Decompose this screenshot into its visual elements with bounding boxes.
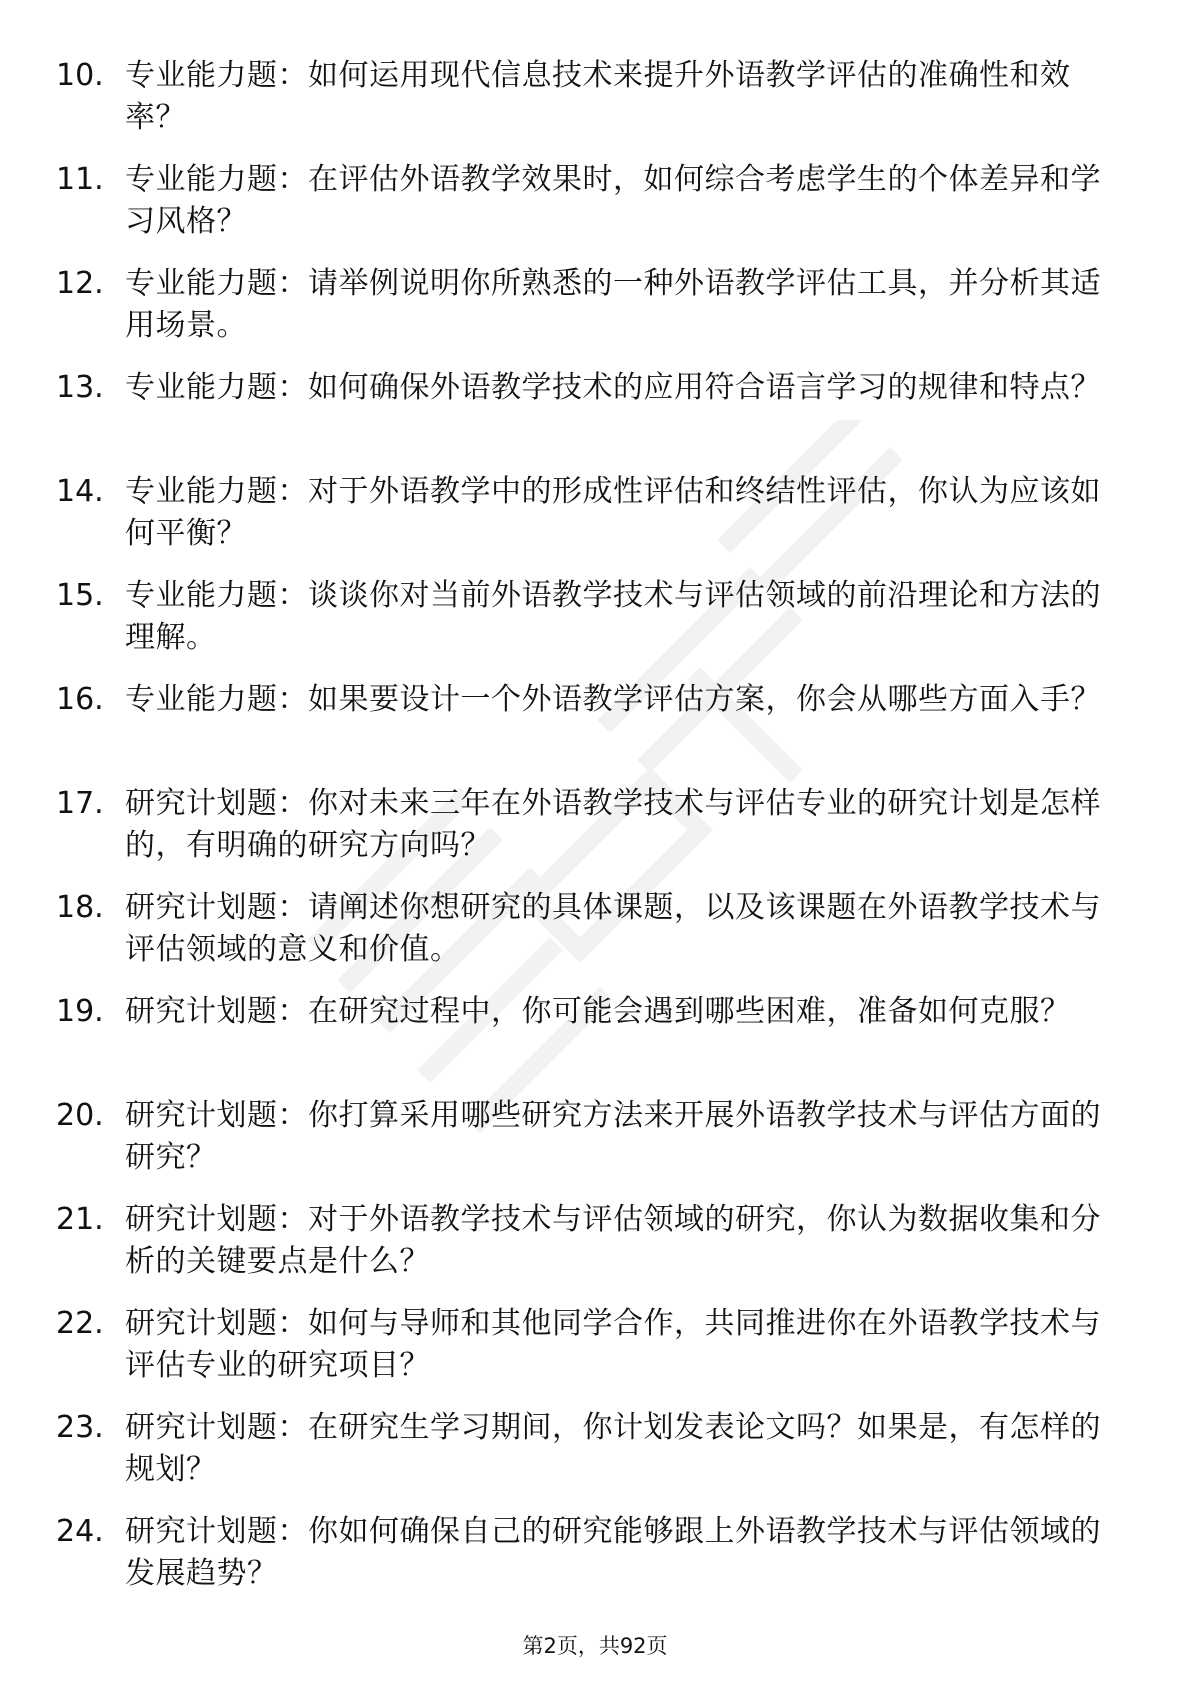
list-item	[0, 575, 1190, 679]
question-text: 研究计划题：你对未来三年在外语教学技术与评估专业的研究计划是怎样的，有明确的研究方向吗？	[125, 786, 1101, 863]
question-list	[0, 55, 1190, 1615]
question-number: 10.	[56, 58, 104, 93]
list-item	[0, 471, 1190, 575]
question-text: 专业能力题：在评估外语教学效果时，如何综合考虑学生的个体差异和学习风格？	[125, 162, 1101, 239]
question-number: 13.	[56, 370, 104, 405]
question-number: 15.	[56, 578, 104, 613]
list-item	[0, 159, 1190, 263]
list-item	[0, 1511, 1190, 1615]
question-text: 专业能力题：如果要设计一个外语教学评估方案，你会从哪些方面入手？	[125, 682, 1101, 717]
question-number: 21.	[56, 1202, 104, 1237]
list-item	[0, 367, 1190, 471]
question-number: 14.	[56, 474, 104, 509]
list-item	[0, 1407, 1190, 1511]
question-text: 研究计划题：在研究过程中，你可能会遇到哪些困难，准备如何克服？	[125, 994, 1071, 1029]
question-number: 11.	[56, 162, 104, 197]
question-number: 22.	[56, 1306, 104, 1341]
question-text: 研究计划题：在研究生学习期间，你计划发表论文吗？如果是，有怎样的规划？	[125, 1410, 1101, 1487]
question-number: 23.	[56, 1410, 104, 1445]
question-number: 24.	[56, 1514, 104, 1549]
question-text: 研究计划题：如何与导师和其他同学合作，共同推进你在外语教学技术与评估专业的研究项目？	[125, 1306, 1101, 1383]
question-number: 18.	[56, 890, 104, 925]
question-text: 专业能力题：如何运用现代信息技术来提升外语教学评估的准确性和效率？	[125, 58, 1071, 135]
list-item	[0, 783, 1190, 887]
list-item	[0, 887, 1190, 991]
question-text: 研究计划题：你打算采用哪些研究方法来开展外语教学技术与评估方面的研究？	[125, 1098, 1101, 1175]
question-number: 19.	[56, 994, 104, 1029]
page-number-label: 第2页，共92页	[522, 1634, 668, 1658]
question-number: 12.	[56, 266, 104, 301]
question-text: 专业能力题：如何确保外语教学技术的应用符合语言学习的规律和特点？	[125, 370, 1101, 405]
question-text: 研究计划题：对于外语教学技术与评估领域的研究，你认为数据收集和分析的关键要点是什么？	[125, 1202, 1101, 1279]
question-text: 专业能力题：请举例说明你所熟悉的一种外语教学评估工具，并分析其适用场景。	[125, 266, 1101, 343]
question-text: 研究计划题：你如何确保自己的研究能够跟上外语教学技术与评估领域的发展趋势？	[125, 1514, 1101, 1591]
list-item	[0, 1199, 1190, 1303]
list-item	[0, 1095, 1190, 1199]
page-footer	[0, 1632, 1190, 1660]
question-text: 专业能力题：对于外语教学中的形成性评估和终结性评估，你认为应该如何平衡？	[125, 474, 1101, 551]
list-item	[0, 1303, 1190, 1407]
question-text: 研究计划题：请阐述你想研究的具体课题，以及该课题在外语教学技术与评估领域的意义和价值。	[125, 890, 1101, 967]
question-number: 20.	[56, 1098, 104, 1133]
question-number: 16.	[56, 682, 104, 717]
list-item	[0, 263, 1190, 367]
question-number: 17.	[56, 786, 104, 821]
list-item	[0, 55, 1190, 159]
question-text: 专业能力题：谈谈你对当前外语教学技术与评估领域的前沿理论和方法的理解。	[125, 578, 1101, 655]
list-item	[0, 991, 1190, 1095]
list-item	[0, 679, 1190, 783]
